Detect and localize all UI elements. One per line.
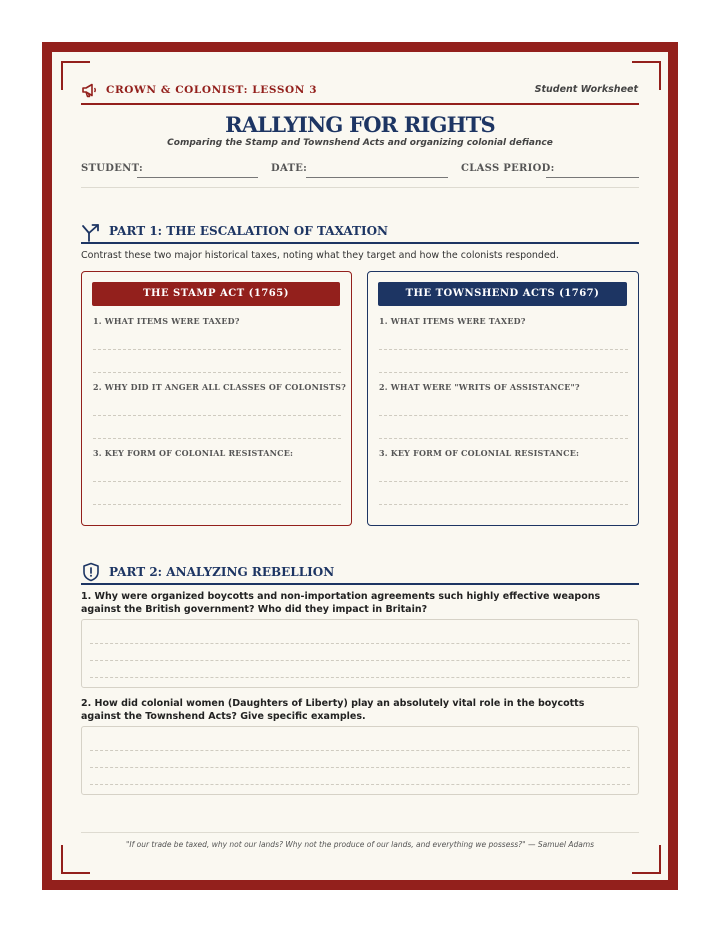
answer-line[interactable] — [93, 372, 341, 373]
answer-line[interactable] — [93, 438, 341, 439]
answer-line — [90, 750, 630, 751]
header-divider — [81, 103, 639, 105]
townshend-q3-label: 3. KEY FORM OF COLONIAL RESISTANCE: — [379, 448, 580, 458]
answer-line[interactable] — [93, 415, 341, 416]
part1-divider — [81, 242, 639, 244]
answer-line[interactable] — [379, 415, 628, 416]
answer-line — [90, 660, 630, 661]
part1-title: PART 1: THE ESCALATION OF TAXATION — [109, 224, 389, 238]
corner-ornament-bottom-right — [632, 845, 661, 874]
answer-line[interactable] — [93, 481, 341, 482]
page-subtitle: Comparing the Stamp and Townshend Acts and organizing colonial defiance — [167, 138, 553, 148]
date-label: DATE: — [271, 163, 308, 174]
megaphone-icon — [81, 82, 98, 98]
corner-ornament-bottom-left — [61, 845, 90, 874]
student-field[interactable] — [137, 177, 258, 178]
part2-answer-box-1[interactable] — [81, 619, 639, 688]
answer-line[interactable] — [379, 504, 628, 505]
class-period-label: CLASS PERIOD: — [461, 163, 555, 174]
stamp-q3-label: 3. KEY FORM OF COLONIAL RESISTANCE: — [93, 448, 294, 458]
townshend-acts-card — [367, 271, 639, 526]
student-label: STUDENT: — [81, 163, 143, 174]
answer-line[interactable] — [379, 481, 628, 482]
worksheet-label: Student Worksheet — [534, 84, 638, 95]
fields-divider — [81, 187, 639, 188]
answer-line[interactable] — [379, 349, 628, 350]
part2-title: PART 2: ANALYZING REBELLION — [109, 565, 335, 579]
answer-line — [90, 767, 630, 768]
answer-line[interactable] — [379, 438, 628, 439]
footer-divider — [81, 832, 639, 833]
townshend-q2-label: 2. WHAT WERE "WRITS OF ASSISTANCE"? — [379, 382, 580, 392]
answer-line[interactable] — [93, 504, 341, 505]
part2-question-1: 1. Why were organized boycotts and non-importation agreements such highly effective weapons against the British government? Who did they impact in Britain? — [81, 591, 601, 615]
stamp-q1-label: 1. WHAT ITEMS WERE TAXED? — [93, 316, 240, 326]
class-period-field[interactable] — [546, 177, 639, 178]
stamp-act-heading: THE STAMP ACT (1765) — [92, 282, 340, 306]
townshend-q1-label: 1. WHAT ITEMS WERE TAXED? — [379, 316, 526, 326]
date-field[interactable] — [306, 177, 448, 178]
answer-line — [90, 784, 630, 785]
rising-arrow-icon — [81, 222, 101, 242]
townshend-heading: THE TOWNSHEND ACTS (1767) — [378, 282, 627, 306]
answer-line — [90, 643, 630, 644]
answer-line — [90, 677, 630, 678]
page-title: RALLYING FOR RIGHTS — [225, 112, 495, 137]
part1-intro: Contrast these two major historical taxes, noting what they target and how the colonists responded. — [81, 250, 559, 261]
stamp-act-card — [81, 271, 352, 526]
shield-alert-icon — [82, 562, 100, 582]
part2-divider — [81, 583, 639, 585]
stamp-q2-label: 2. WHY DID IT ANGER ALL CLASSES OF COLONISTS? — [93, 382, 347, 392]
footer-quote: "If our trade be taxed, why not our lands? Why not the produce of our lands, and everything we possess?" — Samuel Adams — [125, 840, 595, 849]
lesson-label: CROWN & COLONIST: LESSON 3 — [106, 84, 318, 96]
part2-answer-box-2[interactable] — [81, 726, 639, 795]
answer-line[interactable] — [93, 349, 341, 350]
part2-question-2: 2. How did colonial women (Daughters of Liberty) play an absolutely vital role in the boycotts against the Townshend Acts? Give specific examples. — [81, 698, 585, 722]
answer-line[interactable] — [379, 372, 628, 373]
